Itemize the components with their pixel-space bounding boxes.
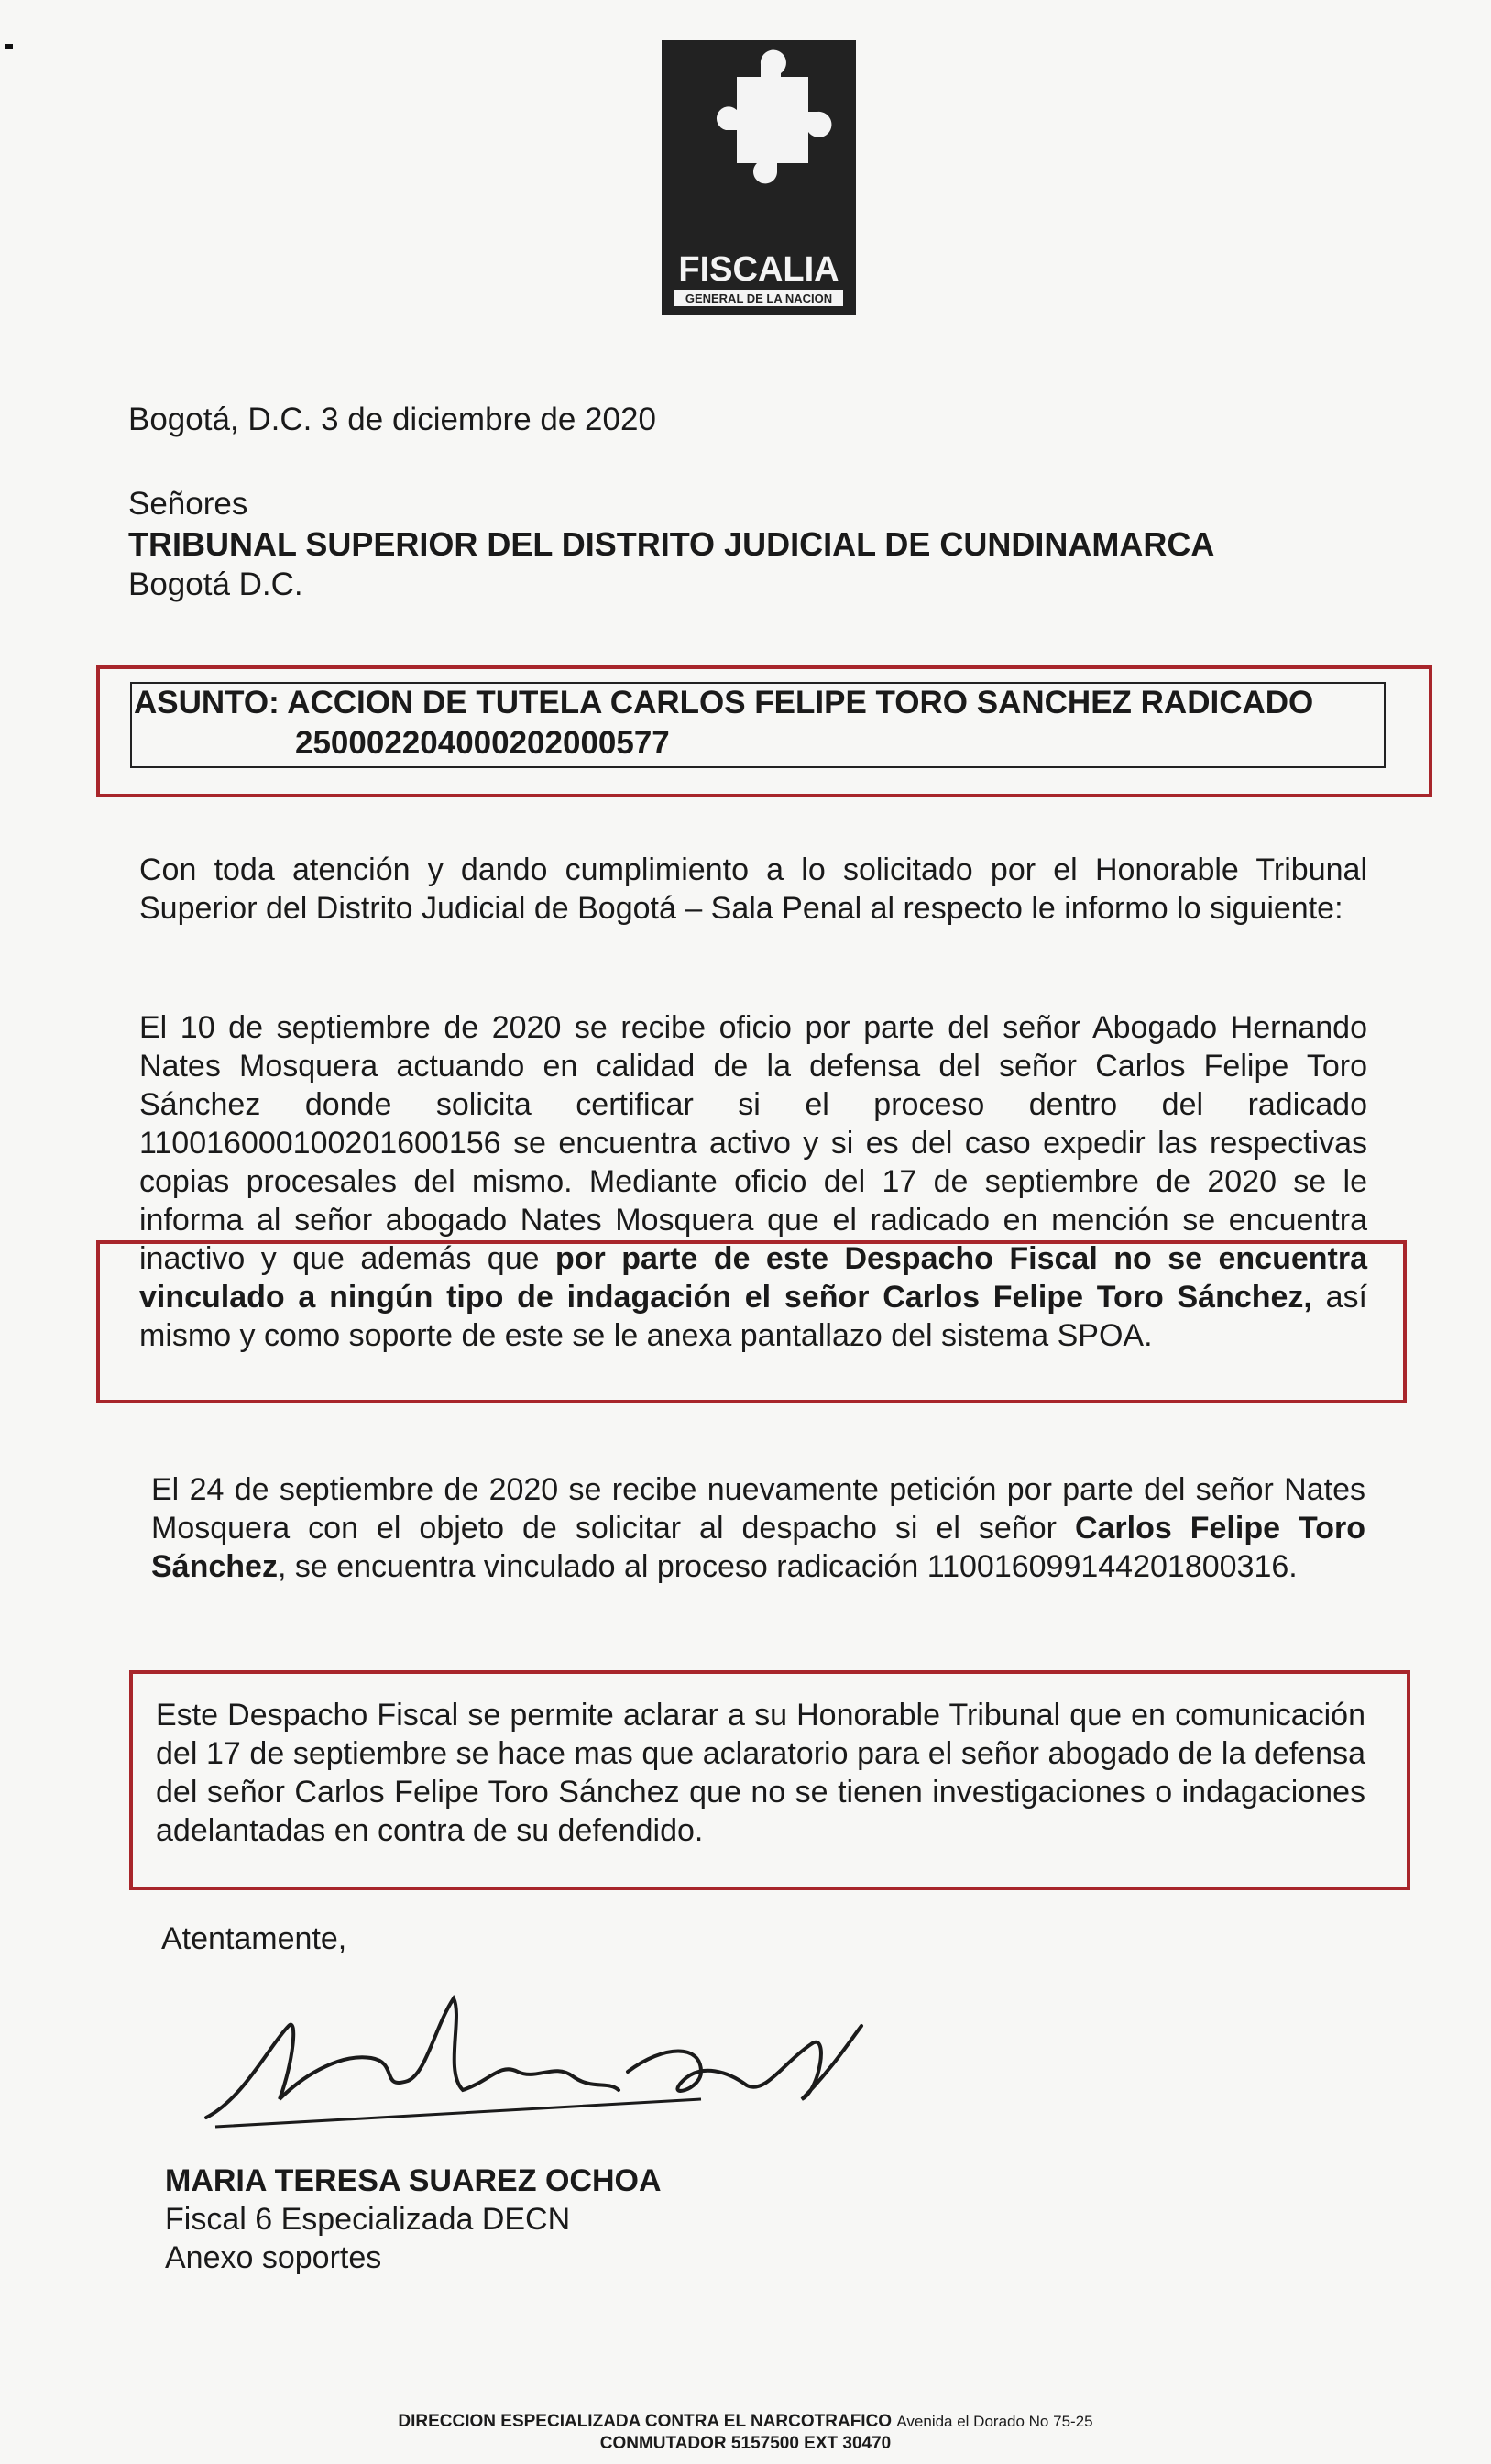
logo-name: FISCALIA	[678, 250, 839, 289]
paragraph-3-text: El 24 de septiembre de 2020 se recibe nuevamente petición por parte del señor Nates Mosquera con el objeto de solicitar al despacho si el señor	[151, 1472, 1365, 1546]
subject-line-2: 25000220400020200057​7	[295, 725, 670, 761]
scan-mark	[5, 44, 13, 50]
paragraph-3	[151, 1470, 1365, 1586]
paragraph-4: Este Despacho Fiscal se permite aclarar a su Honorable Tribunal que en comunicación del 17 de septiembre se hace mas que aclaratorio para el señor abogado de la defensa del señor Carlos Felipe Toro Sánchez que no se tienen investigaciones o indagaciones adelantadas en contra de su defendido.	[156, 1698, 1365, 1848]
addressee-block	[128, 484, 1214, 605]
signer-annex: Anexo soportes	[165, 2240, 382, 2275]
closing: Atentamente,	[161, 1921, 347, 1956]
subject	[134, 683, 1382, 764]
handwritten-signature	[188, 1989, 866, 2145]
signer-name: MARIA TERESA SUAREZ OCHOA	[165, 2163, 662, 2198]
paragraph-2-tail: así mismo y como soporte de este se le anexa pantallazo del sistema SPOA.	[139, 1280, 1367, 1353]
fiscalia-logo	[662, 40, 856, 315]
footer-address: Avenida el Dorado No 75-25	[896, 2413, 1093, 2430]
paragraph-2-bold: por parte de este Despacho Fiscal no se encuentra vinculado a ningún tipo de indagación el señor Carlos Felipe Toro Sánchez,	[139, 1241, 1367, 1314]
paragraph-2	[139, 1008, 1367, 1355]
letter-date: Bogotá, D.C. 3 de diciembre de 2020	[128, 402, 656, 437]
subject-line-1: ASUNTO: ACCION DE TUTELA CARLOS FELIPE TORO SANCHEZ RADICADO	[134, 685, 1314, 720]
addressee-name: TRIBUNAL SUPERIOR DEL DISTRITO JUDICIAL DE CUNDINAMARCA	[128, 525, 1215, 563]
paragraph-3-tail: , se encuentra vinculado al proceso radicación 110016099144201800316.	[277, 1549, 1298, 1584]
paragraph-3-bold: Carlos Felipe Toro Sánchez	[151, 1511, 1365, 1584]
addressee-city: Bogotá D.C.	[128, 566, 303, 602]
paragraph-2-text: El 10 de septiembre de 2020 se recibe oficio por parte del señor Abogado Hernando Nates Mosquera actuando en calidad de la defensa del señor Carlos Felipe Toro Sánchez donde solicita certificar si el proceso dentro del radicado 110016000100201600156 se encuentra activo y si es del caso expedir las respectivas copias procesales del mismo. Mediante oficio del 17 de septiembre de 2020 se le informa al señor abogado Nates Mosquera que el radicado en mención se encuentra inactivo y que además que	[139, 1010, 1367, 1276]
footer-phone: CONMUTADOR 5157500 EXT 30470	[599, 2434, 892, 2453]
signer-block	[165, 2162, 662, 2277]
footer	[0, 2411, 1491, 2455]
salutation: Señores	[128, 486, 248, 522]
logo-subtitle: GENERAL DE LA NACION	[685, 292, 833, 305]
paragraph-intro: Con toda atención y dando cumplimiento a lo solicitado por el Honorable Tribunal Superior del Distrito Judicial de Bogotá – Sala Penal al respecto le informo lo siguiente:	[139, 852, 1367, 926]
signer-title: Fiscal 6 Especializada DECN	[165, 2202, 571, 2237]
footer-dept: DIRECCION ESPECIALIZADA CONTRA EL NARCOTRAFICO	[398, 2412, 893, 2431]
